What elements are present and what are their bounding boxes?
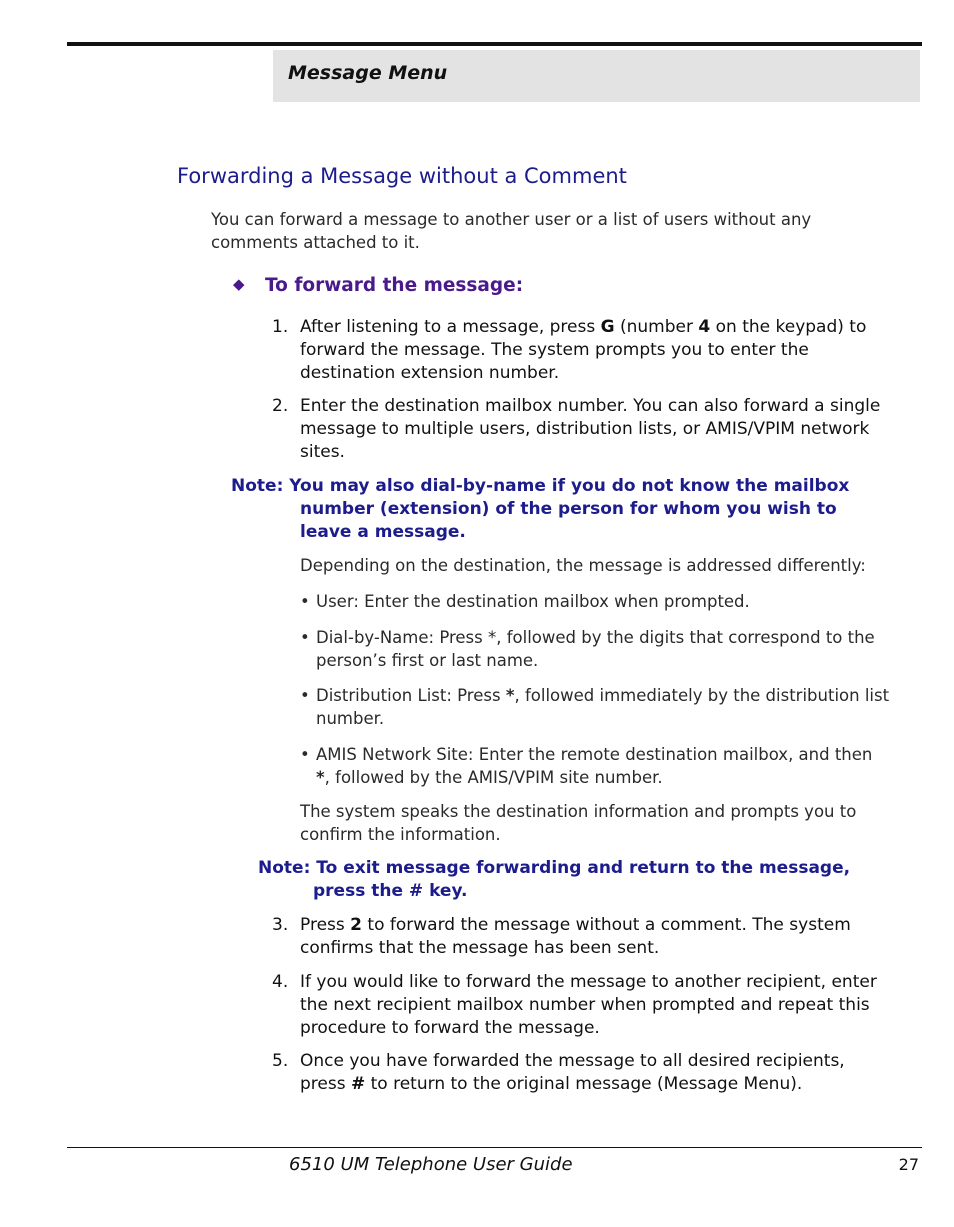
step-text-part: to forward the message without a comment. The system confirms that the message has been sent.: [300, 915, 851, 958]
footer-guide-title: 6510 UM Telephone User Guide: [289, 1154, 573, 1175]
step-4: [272, 971, 892, 1040]
bullet-dot: •: [300, 745, 310, 764]
step-text: [300, 316, 892, 385]
note-line-1: Note: You may also dial-by-name if you do not know the mailbox: [231, 476, 850, 496]
intro-paragraph: You can forward a message to another user or a list of users without any comments attached to it.: [211, 210, 812, 252]
step-text-part: After listening to a message, press: [300, 317, 601, 337]
step-text-part: Once you have forwarded the message to all desired recipients, press: [300, 1051, 845, 1094]
header-section-label: Message Menu: [288, 62, 448, 84]
bullet-dot: •: [300, 592, 310, 611]
bullet-dot: •: [300, 628, 310, 647]
bullet-text-part: , followed by the AMIS/VPIM site number.: [324, 768, 663, 787]
note-line-1: Note: To exit message forwarding and return to the message,: [258, 858, 851, 878]
diamond-icon: ◆: [233, 275, 245, 293]
bullet-text-part: AMIS Network Site: Enter the remote destination mailbox, and then: [316, 745, 873, 764]
note-dial-by-name: [231, 475, 891, 544]
note-exit-forwarding: [258, 857, 878, 903]
step-5: [272, 1050, 892, 1096]
step-number: 1.: [272, 317, 289, 337]
bullet-item: [300, 743, 890, 789]
procedure-heading-text: To forward the message:: [265, 275, 524, 296]
bullet-item: [300, 626, 890, 672]
step-text-part: (number: [614, 317, 699, 337]
addressing-intro: Depending on the destination, the message is addressed differently:: [300, 556, 866, 575]
step-text-part: to return to the original message (Message Menu).: [365, 1074, 803, 1094]
step-text: [300, 914, 892, 960]
bullet-item: [300, 590, 890, 613]
step-1: [272, 316, 892, 385]
procedure-heading: [233, 275, 523, 296]
section-title: Forwarding a Message without a Comment: [177, 164, 627, 188]
addressing-outro: The system speaks the destination information and prompts you to confirm the information.: [300, 802, 857, 844]
step-text-part: Press: [300, 915, 351, 935]
page-number: 27: [898, 1155, 919, 1174]
key-label: *: [505, 686, 515, 705]
key-label: 4: [698, 317, 711, 337]
step-2: [272, 395, 892, 464]
bullet-text: User: Enter the destination mailbox when prompted.: [316, 592, 750, 611]
step-text: If you would like to forward the message to another recipient, enter the next recipient mailbox number when prompted and repeat this procedure to forward the message.: [300, 972, 877, 1038]
key-label: #: [350, 1074, 366, 1094]
bullet-text-part: , followed immediately by the distribution list number.: [316, 686, 890, 728]
note-line-2: press the # key.: [313, 881, 468, 901]
top-rule: [67, 42, 922, 46]
step-number: 4.: [272, 972, 289, 992]
step-number: 2.: [272, 396, 289, 416]
step-number: 3.: [272, 915, 289, 935]
bottom-rule: [67, 1147, 922, 1148]
step-3: [272, 914, 892, 960]
bullet-text: [316, 684, 890, 730]
step-text-part: on the keypad) to forward the message. The system prompts you to enter the destination extension number.: [300, 317, 867, 383]
bullet-text: Dial-by-Name: Press *, followed by the digits that correspond to the person’s first or last name.: [316, 628, 875, 670]
bullet-dot: •: [300, 686, 310, 705]
key-label: *: [316, 768, 325, 787]
bullet-item: [300, 684, 890, 730]
bullet-text: [316, 743, 890, 789]
step-number: 5.: [272, 1051, 289, 1071]
step-text: Enter the destination mailbox number. You can also forward a single message to multiple users, distribution lists, or AMIS/VPIM network sites.: [300, 396, 881, 462]
key-label: G: [600, 317, 615, 337]
step-text: [300, 1050, 892, 1096]
note-line-2: number (extension) of the person for whom you wish to leave a message.: [300, 499, 837, 542]
bullet-text-part: Distribution List: Press: [316, 686, 506, 705]
key-label: 2: [350, 915, 362, 935]
